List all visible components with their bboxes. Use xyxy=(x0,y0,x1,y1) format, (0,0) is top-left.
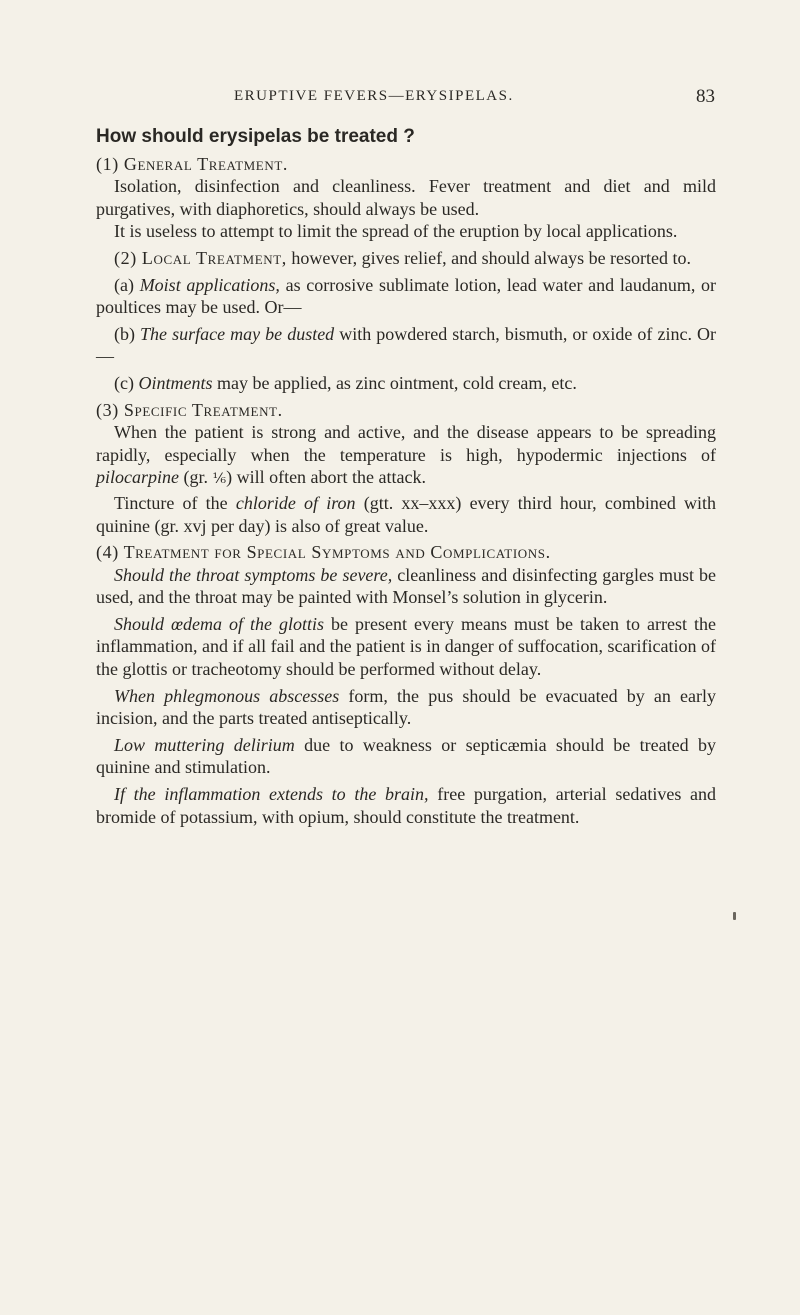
delirium-emphasis: Low muttering delirium xyxy=(114,734,295,755)
page-number: 83 xyxy=(696,86,715,107)
item-b-emphasis: The surface may be dusted xyxy=(140,323,335,344)
throat-emphasis: Should the throat symptoms be severe, xyxy=(114,564,393,585)
item-a-text: as corrosive sublimate lotion, lead water and laudanum, or poultices may be used. Or— xyxy=(96,274,717,318)
heading-general-treatment: (1) General Treatment. xyxy=(96,153,288,174)
abscess-emphasis: When phlegmonous abscesses xyxy=(114,685,340,706)
iron-text-2: (gtt. xx–xxx) every third hour, combined with quinine (gr. xvj per day) is also of great value. xyxy=(96,492,717,536)
brain-text: free purgation, arterial sedatives and bromide of potassium, with opium, should constitute the treatment. xyxy=(96,784,716,827)
paragraph-ointments xyxy=(96,372,716,395)
paragraph-general-2: It is useless to attempt to limit the spread of the eruption by local applications. xyxy=(114,221,678,242)
local-treatment-text: however, gives relief, and should always be resorted to. xyxy=(286,247,692,268)
running-title: ERUPTIVE FEVERS—ERYSIPELAS. xyxy=(234,88,514,104)
abscess-text: form, the pus should be evacuated by an early incision, and the parts treated antiseptically. xyxy=(96,685,716,729)
brain-emphasis: If the inflammation extends to the brain, xyxy=(114,784,429,805)
paragraph-local-treatment xyxy=(96,247,716,270)
running-head xyxy=(0,88,800,112)
paragraph-chloride-of-iron xyxy=(96,492,716,537)
pilocarpine-emphasis: pilocarpine xyxy=(96,467,179,488)
oedema-text: be present every means must be taken to arrest the inflammation, and if all fail and the patient is in danger of suffocation, scarification of the glottis or tracheotomy should be performed without delay. xyxy=(96,613,716,680)
item-a-label: (a) xyxy=(114,274,140,295)
body-text xyxy=(96,126,716,828)
item-c-text: may be applied, as zinc ointment, cold cream, etc. xyxy=(212,372,577,393)
paragraph-throat-symptoms xyxy=(96,564,716,609)
throat-text: cleanliness and disinfecting gargles must be used, and the throat may be painted with Monsel’s solution in glycerin. xyxy=(96,564,716,608)
heading-specific-treatment: (3) Specific Treatment. xyxy=(96,399,283,420)
oedema-emphasis: Should œdema of the glottis xyxy=(114,613,325,634)
item-c-label: (c) xyxy=(114,372,139,393)
paragraph-moist-applications xyxy=(96,274,716,319)
paragraph-pilocarpine xyxy=(96,421,716,492)
iron-emphasis: chloride of iron xyxy=(235,492,356,513)
item-a-emphasis: Moist applications, xyxy=(139,274,280,295)
dose-fraction: ⅙ xyxy=(212,472,227,488)
iron-text-1: Tincture of the xyxy=(114,492,236,513)
paragraph-dusted-surface xyxy=(96,323,716,368)
section-question: How should erysipelas be treated ? xyxy=(96,126,415,147)
paper-speck xyxy=(733,912,736,920)
item-b-label: (b) xyxy=(114,323,141,344)
item-b-text: with powdered starch, bismuth, or oxide of zinc. Or— xyxy=(96,323,716,367)
heading-local-treatment: (2) Local Treatment, xyxy=(114,247,287,268)
delirium-text: due to weakness or septicæmia should be treated by quinine and stimulation. xyxy=(96,734,717,778)
paragraph-brain xyxy=(96,783,716,828)
item-c-emphasis: Ointments xyxy=(138,372,213,393)
pilocarpine-text-2: (gr. xyxy=(179,467,213,488)
pilocarpine-text-3: ) will often abort the attack. xyxy=(226,467,427,488)
paragraph-abscesses xyxy=(96,685,716,730)
paragraph-oedema-glottis xyxy=(96,613,716,681)
paragraph-general-1: Isolation, disinfection and cleanliness. Fever treatment and diet and mild purgatives, with diaphoretics, should always be used. xyxy=(96,176,716,219)
paragraph-delirium xyxy=(96,734,716,779)
pilocarpine-text-1: When the patient is strong and active, and the disease appears to be spreading rapidly, especially when the temperature is high, hypodermic injections of xyxy=(96,422,716,465)
heading-special-symptoms: (4) Treatment for Special Symptoms and Complications. xyxy=(96,542,551,563)
